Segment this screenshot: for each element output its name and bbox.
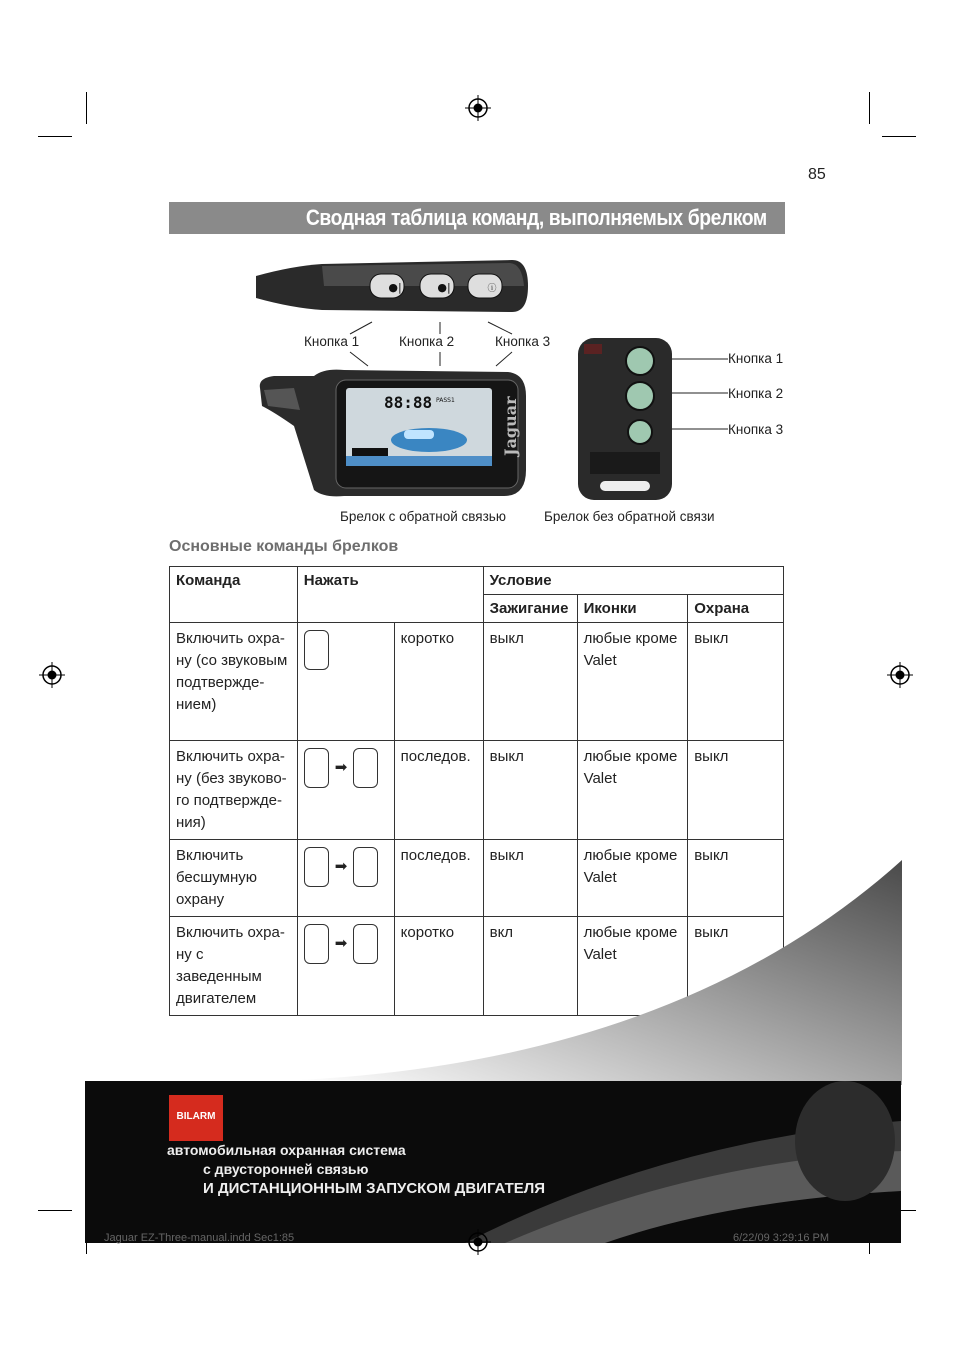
lock-button-icon (353, 748, 378, 788)
header-press: Нажать (297, 567, 483, 623)
label-button-3: Кнопка 3 (495, 334, 551, 349)
caption-fob-no-feedback: Брелок без обратной связи (544, 509, 715, 524)
cell-icons: любые кроме Valet (577, 840, 688, 917)
cell-command: Включить охра- ну (без звуково- го подтвержде- ния) (170, 741, 298, 840)
arrow-right-icon: ➡ (334, 935, 348, 952)
cell-ignition: вкл (483, 917, 577, 1016)
road-lights-image (465, 1081, 901, 1243)
fob-brand-logo: Jaguar (501, 396, 520, 456)
svg-text:●|: ●| (388, 281, 402, 294)
crop-mark (86, 92, 87, 124)
svg-text:ⓘ: ⓘ (487, 284, 497, 294)
cell-press: коротко (394, 623, 483, 741)
label-button-1: Кнопка 1 (304, 334, 360, 349)
lock-button-icon (304, 630, 329, 670)
footer-banner (85, 1081, 901, 1243)
arrow-right-icon: ➡ (334, 759, 348, 776)
crop-mark (869, 92, 870, 124)
cell-guard: выкл (688, 840, 784, 917)
header-condition: Условие (483, 567, 783, 595)
cell-keys (297, 741, 394, 840)
bilarm-logo (169, 1095, 223, 1141)
crop-mark (38, 1210, 72, 1211)
cell-ignition: выкл (483, 623, 577, 741)
label-right-button-2: Кнопка 2 (728, 386, 784, 401)
cell-icons: любые кроме Valet (577, 917, 688, 1016)
cell-ignition: выкл (483, 741, 577, 840)
cell-keys (297, 623, 394, 741)
bilarm-logo-text: BILARM (176, 1111, 216, 1122)
fob-lcd-image (254, 366, 530, 500)
arrow-right-icon: ➡ (334, 858, 348, 875)
label-button-2: Кнопка 2 (399, 334, 455, 349)
table-row (170, 623, 784, 741)
footer-line-3: И ДИСТАНЦИОННЫМ ЗАПУСКОМ ДВИГАТЕЛЯ (203, 1180, 546, 1197)
cell-press: последов. (394, 840, 483, 917)
cell-command: Включить бесшумную охрану (170, 840, 298, 917)
cell-command: Включить охра- ну (со звуковым подтвержде- нием) (170, 623, 298, 741)
cell-ignition: выкл (483, 840, 577, 917)
cell-press: коротко (394, 917, 483, 1016)
header-ignition: Зажигание (483, 595, 577, 623)
lcd-pass-text: PASS1 (436, 397, 455, 404)
registration-mark-icon (887, 662, 913, 688)
title-bar (169, 202, 785, 234)
section-title: Основные команды брелков (169, 538, 399, 555)
cell-press: последов. (394, 741, 483, 840)
callout-lines-right (672, 355, 732, 435)
file-info: Jaguar EZ-Three-manual.indd Sec1:85 (104, 1232, 295, 1244)
header-command: Команда (170, 567, 298, 623)
label-right-button-3: Кнопка 3 (728, 422, 784, 437)
header-guard: Охрана (688, 595, 784, 623)
footer-line-2: с двусторонней связью (203, 1161, 369, 1177)
table-header-row (170, 567, 784, 595)
cell-command: Включить охра- ну с заведенным двигателем (170, 917, 298, 1016)
registration-mark-icon (465, 1229, 491, 1255)
cell-icons: любые кроме Valet (577, 623, 688, 741)
lock-button-icon (304, 748, 329, 788)
date-info: 6/22/09 3:29:16 PM (733, 1232, 830, 1244)
fob-no-feedback-image (576, 336, 674, 502)
cell-guard: выкл (688, 741, 784, 840)
header-icons: Иконки (577, 595, 688, 623)
page-number: 85 (808, 166, 826, 183)
svg-text:●|: ●| (437, 281, 451, 294)
registration-mark-icon (39, 662, 65, 688)
page-title: Сводная таблица команд, выполняемых брелком (306, 205, 767, 230)
cell-guard: выкл (688, 623, 784, 741)
registration-mark-icon (465, 95, 491, 121)
footer-line-1: автомобильная охранная система (167, 1142, 406, 1158)
label-right-button-1: Кнопка 1 (728, 351, 784, 366)
fob-top-view-image (252, 256, 532, 318)
lcd-digits: 88:88 (384, 393, 433, 412)
decorative-swoosh (300, 840, 902, 1085)
crop-mark (882, 136, 916, 137)
caption-fob-feedback: Брелок с обратной связью (340, 509, 506, 524)
crop-mark (38, 136, 72, 137)
cell-guard: выкл (688, 917, 784, 1016)
cell-icons: любые кроме Valet (577, 741, 688, 840)
table-row (170, 741, 784, 840)
